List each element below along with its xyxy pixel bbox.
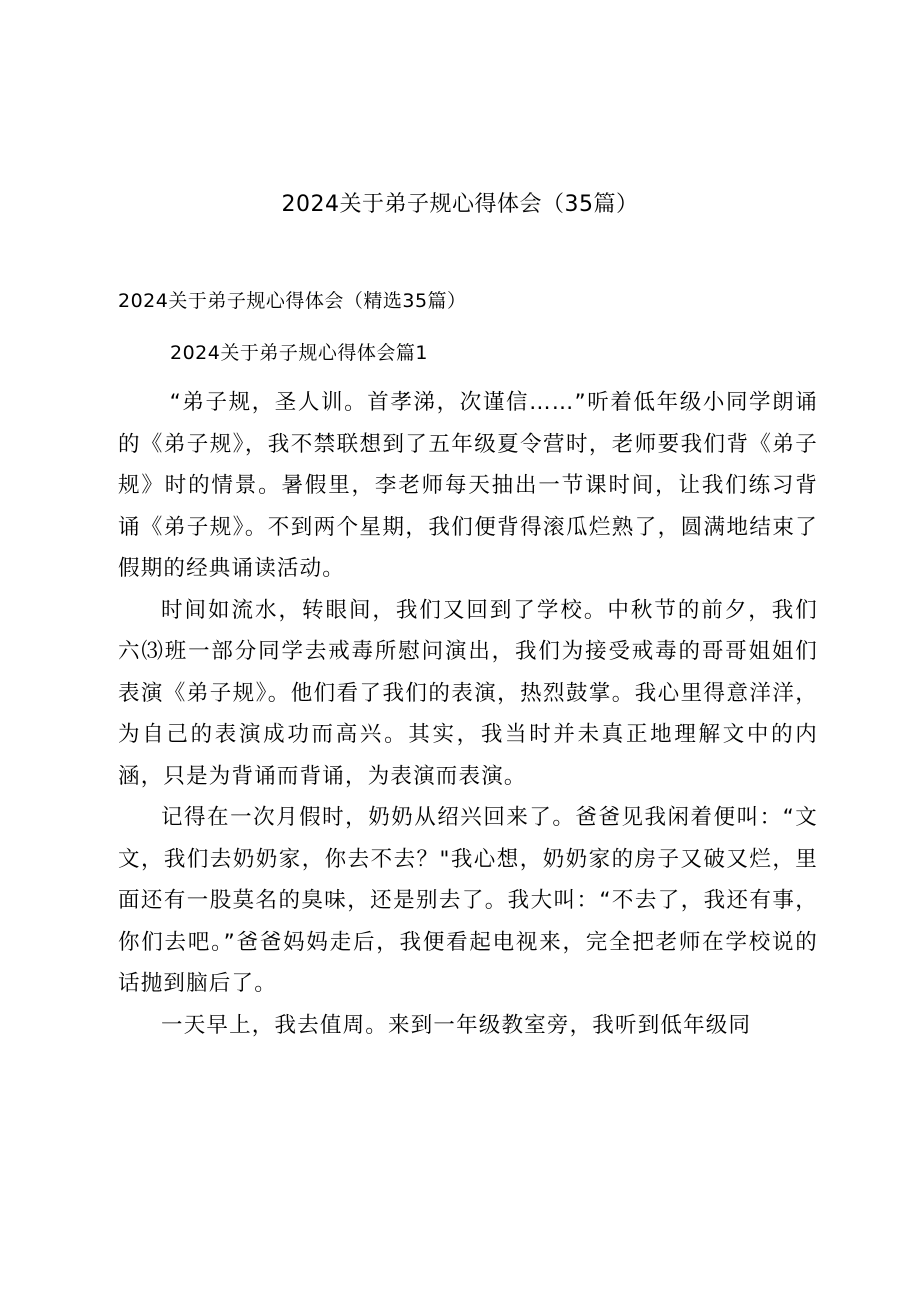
paragraph-4: 一天早上，我去值周。来到一年级教室旁，我听到低年级同	[161, 1012, 752, 1038]
paragraph-1: “弟子规，圣人训。首孝涕，次谨信……”听着低年级小同学朗诵的《弟子规》，我不禁联想到了五年级夏令营时，老师要我们背《弟子规》时的情景。暑假里，李老师每天抽出一节课时间，让我们练习背诵《弟子规》。不到两个星期，我们便背得滚瓜烂熟了，圆满地结束了假期的经典诵读活动。	[118, 390, 818, 581]
section-heading: 2024关于弟子规心得体会篇1	[170, 342, 428, 364]
document-subtitle: 2024关于弟子规心得体会（精选35篇）	[118, 290, 467, 312]
body-text	[118, 382, 818, 1046]
paragraph-3: 记得在一次月假时，奶奶从绍兴回来了。爸爸见我闲着便叫：“文文，我们去奶奶家，你去不去？"我心想，奶奶家的房子又破又烂，里面还有一股莫名的臭味，还是别去了。我大叫：“不去了，我还有事，你们去吧。”爸爸妈妈走后，我便看起电视来，完全把老师在学校说的话抛到脑后了。	[118, 805, 818, 996]
paragraph-2: 时间如流水，转眼间，我们又回到了学校。中秋节的前夕，我们六⑶班一部分同学去戒毒所慰问演出，我们为接受戒毒的哥哥姐姐们表演《弟子规》。他们看了我们的表演，热烈鼓掌。我心里得意洋洋，为自己的表演成功而高兴。其实，我当时并未真正地理解文中的内涵，只是为背诵而背诵，为表演而表演。	[118, 597, 818, 789]
document-title: 2024关于弟子规心得体会（35篇）	[281, 192, 639, 217]
